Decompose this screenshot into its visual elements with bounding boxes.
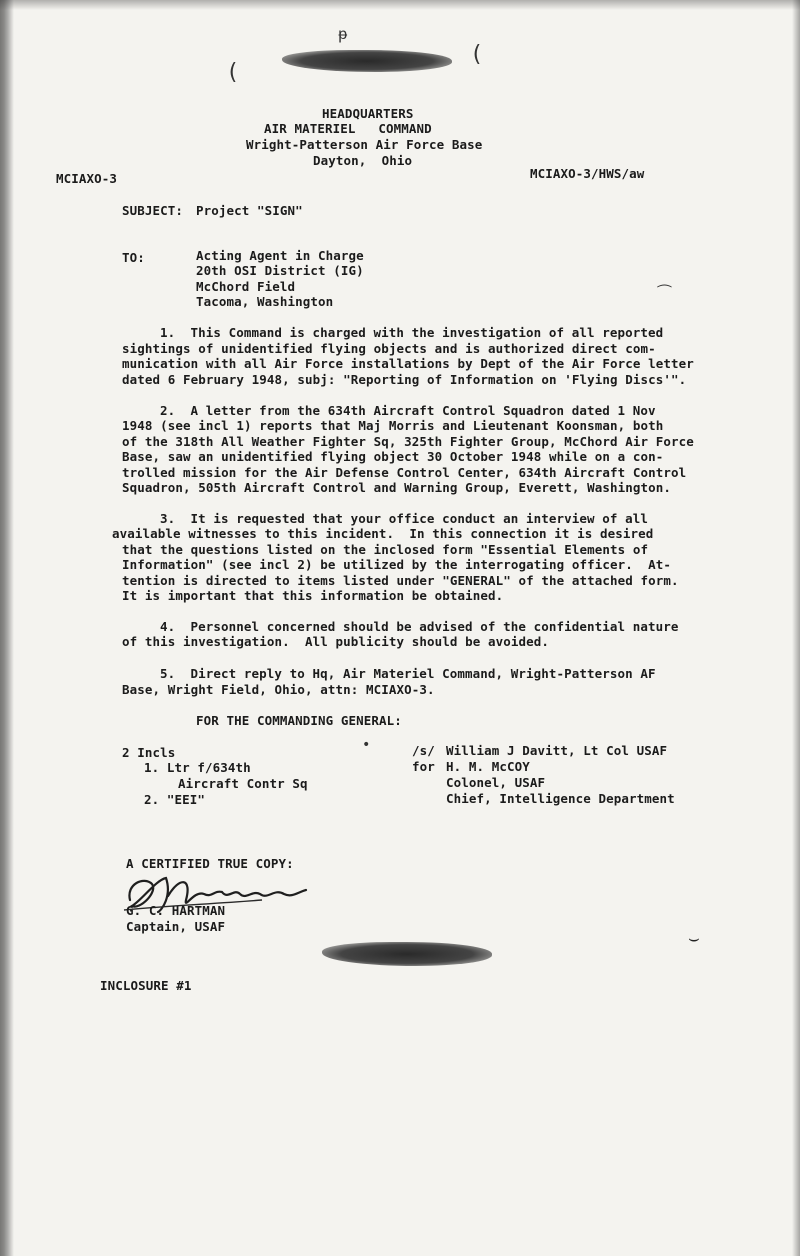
paragraph-4-line-2: of this investigation. All publicity should be avoided. bbox=[122, 634, 550, 649]
inclosure-item-1-cont: Aircraft Contr Sq bbox=[178, 776, 308, 791]
signature-rank: Colonel, USAF bbox=[446, 775, 546, 790]
stray-mark-top-right: ( bbox=[470, 42, 484, 67]
reference-left: MCIAXO-3 bbox=[56, 171, 118, 186]
subject-label: SUBJECT: bbox=[122, 203, 184, 218]
header-line-1: HEADQUARTERS bbox=[322, 106, 414, 121]
paragraph-1-line-2: sightings of unidentified flying objects and is authorized direct com- bbox=[122, 341, 656, 356]
header-line-4: Dayton, Ohio bbox=[313, 153, 413, 168]
signature-prefix-for: for bbox=[412, 759, 435, 774]
header-line-3: Wright-Patterson Air Force Base bbox=[246, 137, 483, 152]
to-line-2: 20th OSI District (IG) bbox=[196, 263, 364, 278]
signature-title: Chief, Intelligence Department bbox=[446, 791, 675, 806]
closing-line: FOR THE COMMANDING GENERAL: bbox=[196, 713, 402, 728]
to-line-1: Acting Agent in Charge bbox=[196, 248, 364, 263]
stray-mark-top: ( bbox=[226, 60, 240, 85]
paragraph-4-line-1: 4. Personnel concerned should be advised of the confidential nature bbox=[160, 619, 679, 634]
bottom-redaction-mark bbox=[322, 942, 492, 966]
paragraph-3-line-5: tention is directed to items listed under "GENERAL" of the attached form. bbox=[122, 573, 679, 588]
to-line-4: Tacoma, Washington bbox=[196, 294, 334, 309]
inclosure-count: 2 Incls bbox=[122, 745, 176, 760]
stray-mark-tick: ᵽ bbox=[338, 24, 348, 43]
paragraph-3-line-4: Information" (see incl 2) be utilized by the interrogating officer. At- bbox=[122, 557, 672, 572]
paragraph-2-line-5: trolled mission for the Air Defense Control Center, 634th Aircraft Control bbox=[122, 465, 687, 480]
signature-name-2: H. M. McCOY bbox=[446, 759, 530, 774]
scan-edge-right bbox=[792, 0, 800, 1256]
paragraph-2-line-2: 1948 (see incl 1) reports that Maj Morris and Lieutenant Koonsman, both bbox=[122, 418, 664, 433]
paragraph-1-line-1: 1. This Command is charged with the investigation of all reported bbox=[160, 325, 664, 340]
paragraph-2-line-6: Squadron, 505th Aircraft Control and Warning Group, Everett, Washington. bbox=[122, 480, 672, 495]
paragraph-3-line-1: 3. It is requested that your office conduct an interview of all bbox=[160, 511, 649, 526]
inclosure-footer-label: INCLOSURE #1 bbox=[100, 978, 192, 993]
signature-name-1: William J Davitt, Lt Col USAF bbox=[446, 743, 668, 758]
paragraph-3-line-6: It is important that this information be obtained. bbox=[122, 588, 504, 603]
paragraph-1-line-3: munication with all Air Force installations by Dept of the Air Force letter bbox=[122, 356, 694, 371]
paragraph-3-line-2: available witnesses to this incident. In this connection it is desired bbox=[112, 526, 654, 541]
certified-name: G. C. HARTMAN bbox=[126, 903, 226, 918]
subject-text: Project "SIGN" bbox=[196, 203, 303, 218]
signature-prefix-s: /s/ bbox=[412, 743, 435, 758]
top-redaction-mark bbox=[282, 50, 452, 72]
scan-edge-left bbox=[0, 0, 14, 1256]
inclosure-item-1: 1. Ltr f/634th bbox=[144, 760, 251, 775]
certified-heading: A CERTIFIED TRUE COPY: bbox=[126, 856, 294, 871]
scan-edge-top bbox=[0, 0, 800, 10]
inclosure-item-2: 2. "EEI" bbox=[144, 792, 206, 807]
header-line-2: AIR MATERIEL COMMAND bbox=[264, 121, 432, 136]
to-line-3: McChord Field bbox=[196, 279, 296, 294]
paragraph-3-line-3: that the questions listed on the inclosed form "Essential Elements of bbox=[122, 542, 649, 557]
stray-mark-arrow: ⁀ bbox=[658, 284, 671, 303]
paragraph-2-line-3: of the 318th All Weather Fighter Sq, 325th Fighter Group, McChord Air Force bbox=[122, 434, 694, 449]
reference-right: MCIAXO-3/HWS/aw bbox=[530, 166, 645, 181]
stray-mark-bottom-right: ⌣ bbox=[688, 928, 700, 949]
to-label: TO: bbox=[122, 250, 145, 265]
paragraph-1-line-4: dated 6 February 1948, subj: "Reporting of Information on 'Flying Discs'". bbox=[122, 372, 687, 387]
paragraph-2-line-4: Base, saw an unidentified flying object 30 October 1948 while on a con- bbox=[122, 449, 664, 464]
paragraph-2-line-1: 2. A letter from the 634th Aircraft Control Squadron dated 1 Nov bbox=[160, 403, 656, 418]
stray-mark-dot: • bbox=[362, 737, 371, 753]
paragraph-5-line-1: 5. Direct reply to Hq, Air Materiel Command, Wright-Patterson AF bbox=[160, 666, 656, 681]
paragraph-5-line-2: Base, Wright Field, Ohio, attn: MCIAXO-3. bbox=[122, 682, 435, 697]
certified-rank: Captain, USAF bbox=[126, 919, 226, 934]
